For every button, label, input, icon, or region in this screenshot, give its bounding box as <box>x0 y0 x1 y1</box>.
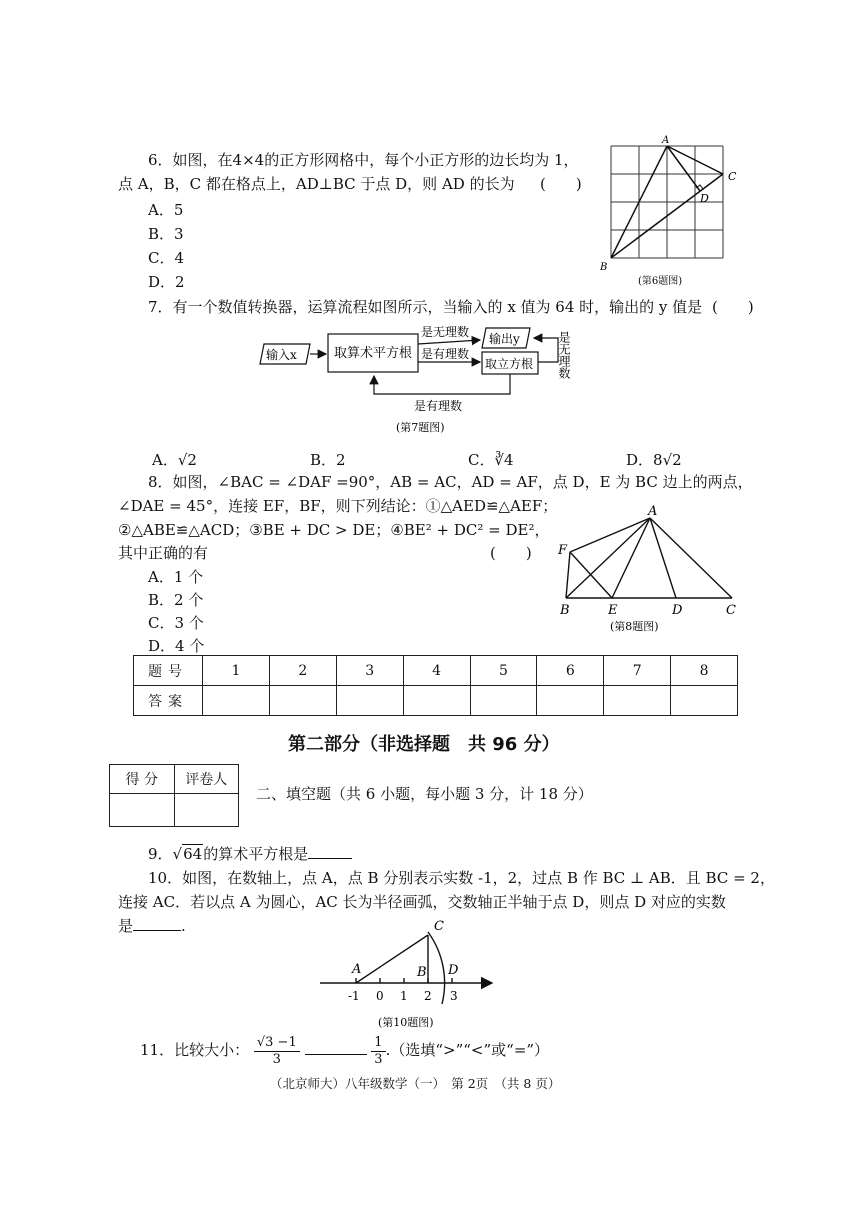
section2-title: 二、填空题（共 6 小题，每小题 3 分，计 18 分） <box>256 785 593 803</box>
q8-caption: (第8题图) <box>610 620 659 633</box>
q6-option-c: C．4 <box>148 249 185 267</box>
answer-cell[interactable] <box>203 686 270 716</box>
q9 <box>148 842 352 866</box>
grader-cell[interactable] <box>174 794 239 827</box>
q7-option-c: C．∛4 <box>468 451 514 469</box>
q10-line2: 连接 AC．若以点 A 为圆心，AC 长为半径画弧，交数轴正半轴于点 D，则点 D 对应的实数 <box>118 893 726 911</box>
q8-label-e: E <box>608 603 618 618</box>
q10-label-d: D <box>448 963 459 978</box>
q11-fraction-right <box>371 1035 385 1068</box>
q10-number-line-figure <box>316 912 500 1036</box>
q10-tick-label: 0 <box>376 989 384 1003</box>
q7-rational-label: 是有理数 <box>421 347 470 361</box>
q8-option-c: C．3 个 <box>148 614 204 632</box>
q10-tick-label: 3 <box>450 989 458 1003</box>
q10-label-a: A <box>352 962 362 977</box>
q6-label-c: C <box>728 170 737 183</box>
answer-cell[interactable] <box>537 686 604 716</box>
q7-option-a: A．√2 <box>152 451 197 469</box>
score-cell[interactable] <box>110 794 175 827</box>
q6-option-d: D．2 <box>148 273 185 291</box>
q8-label-f: F <box>558 543 568 558</box>
answer-cell[interactable] <box>403 686 470 716</box>
q6-option-a: A．5 <box>148 201 184 219</box>
answer-number: 8 <box>671 656 738 686</box>
q9-answer-blank[interactable] <box>308 858 352 859</box>
answer-cell[interactable] <box>604 686 671 716</box>
q6-line1: 6．如图，在4×4的正方形网格中，每个小正方形的边长均为 1， <box>148 151 579 169</box>
q7-caption: (第7题图) <box>396 421 445 434</box>
q11-frac2-num: 1 <box>371 1035 385 1052</box>
q7-right-note: 是无理数 <box>557 331 571 379</box>
q8-label-c: C <box>726 603 736 618</box>
score-header: 得 分 <box>110 765 175 794</box>
q8-option-d: D．4 个 <box>148 637 205 655</box>
q10-line1: 10．如图，在数轴上，点 A，点 B 分别表示实数 -1，2，过点 B 作 BC ⊥ AB．且 BC = 2， <box>148 869 775 887</box>
part2-title: 第二部分（非选择题 共 96 分） <box>288 734 560 755</box>
q7-cube-label: 取立方根 <box>485 357 534 371</box>
q11-fraction-left <box>254 1035 300 1068</box>
answer-number: 7 <box>604 656 671 686</box>
q11-frac1-den: 3 <box>272 1051 281 1067</box>
grader-header: 评卷人 <box>174 765 239 794</box>
q7-option-d: D．8√2 <box>626 451 682 469</box>
q9-radicand: 64 <box>183 845 203 863</box>
q8-paren: ( ) <box>490 544 532 562</box>
q11-frac1-num: √3 −1 <box>254 1035 300 1052</box>
q10-tick-label: 2 <box>424 989 432 1003</box>
q10-tick-label: 1 <box>400 989 408 1003</box>
answer-cell[interactable] <box>671 686 738 716</box>
q7-sqrt-label: 取算术平方根 <box>334 346 413 361</box>
answer-table-number-header: 题号 <box>134 656 203 686</box>
answer-table-answer-header: 答案 <box>134 686 203 716</box>
q7-option-b: B．2 <box>310 451 346 469</box>
q6-paren: ( ) <box>540 175 582 193</box>
q7-input-label: 输入x <box>266 348 297 362</box>
q6-label-a: A <box>662 135 670 146</box>
answer-number: 2 <box>269 656 336 686</box>
q8-line2: ∠DAE = 45°，连接 EF，BF，则下列结论：①△AED≌△AEF； <box>118 497 558 515</box>
q6-option-b: B．3 <box>148 225 184 243</box>
q11 <box>140 1030 549 1070</box>
q7-output-label: 输出y <box>489 332 520 346</box>
q10-label-b: B <box>417 965 427 980</box>
q7-stem: 7．有一个数值转换器，运算流程如图所示，当输入的 x 值为 64 时，输出的 y 值是 <box>148 298 703 316</box>
answer-number: 1 <box>203 656 270 686</box>
q8-option-a: A．1 个 <box>148 568 204 586</box>
q6-caption: (第6题图) <box>638 276 683 287</box>
answer-cell[interactable] <box>470 686 537 716</box>
page-footer: （北京师大）八年级数学（一） 第 2页 （共 8 页） <box>270 1076 561 1091</box>
q6-label-b: B <box>600 262 608 273</box>
q10-line3-text: 是 <box>118 917 134 935</box>
q6-line2: 点 A，B，C 都在格点上，AD⊥BC 于点 D，则 AD 的长为 <box>118 175 515 193</box>
answer-cell[interactable] <box>269 686 336 716</box>
q8-option-b: B．2 个 <box>148 591 204 609</box>
answer-number: 5 <box>470 656 537 686</box>
q8-line4: 其中正确的有 <box>118 544 209 562</box>
q10-label-c: C <box>434 919 444 934</box>
q6-label-d: D <box>700 192 709 205</box>
q7-irrational-label: 是无理数 <box>421 325 470 339</box>
q9-prefix: 9． <box>148 845 173 863</box>
q9-suffix: 的算术平方根是 <box>203 845 309 863</box>
q7-flowchart <box>258 320 598 440</box>
answer-table <box>133 655 738 716</box>
answer-table-answer-row <box>134 686 738 716</box>
answer-number: 6 <box>537 656 604 686</box>
q11-answer-blank[interactable] <box>305 1054 367 1055</box>
q9-radical: √64 <box>172 845 203 863</box>
q11-prefix: 11．比较大小： <box>140 1041 250 1059</box>
score-table <box>109 764 239 827</box>
q8-label-a: A <box>648 504 658 519</box>
q7-paren: ( ) <box>712 298 754 316</box>
answer-table-number-row <box>134 656 738 686</box>
q8-line1: 8．如图，∠BAC = ∠DAF =90°，AB = AC，AD = AF，点 D，E 为 BC 边上的两点， <box>148 473 753 491</box>
q11-suffix: .（选填“>”“<”或“=”） <box>385 1041 550 1059</box>
q8-label-d: D <box>672 603 683 618</box>
answer-number: 4 <box>403 656 470 686</box>
q11-frac2-den: 3 <box>374 1051 383 1067</box>
answer-cell[interactable] <box>336 686 403 716</box>
q10-answer-blank[interactable] <box>133 930 181 931</box>
q7-bottom-note: 是有理数 <box>414 399 463 413</box>
q10-line3: 是 . <box>118 917 186 935</box>
q8-figure <box>552 502 748 634</box>
q8-line3: ②△ABE≌△ACD；③BE + DC > DE；④BE² + DC² = DE²， <box>118 521 550 539</box>
q10-caption: (第10题图) <box>378 1016 434 1029</box>
q10-tick-label: -1 <box>348 989 360 1003</box>
q6-grid-figure <box>596 132 746 292</box>
q8-label-b: B <box>560 603 570 618</box>
answer-number: 3 <box>336 656 403 686</box>
